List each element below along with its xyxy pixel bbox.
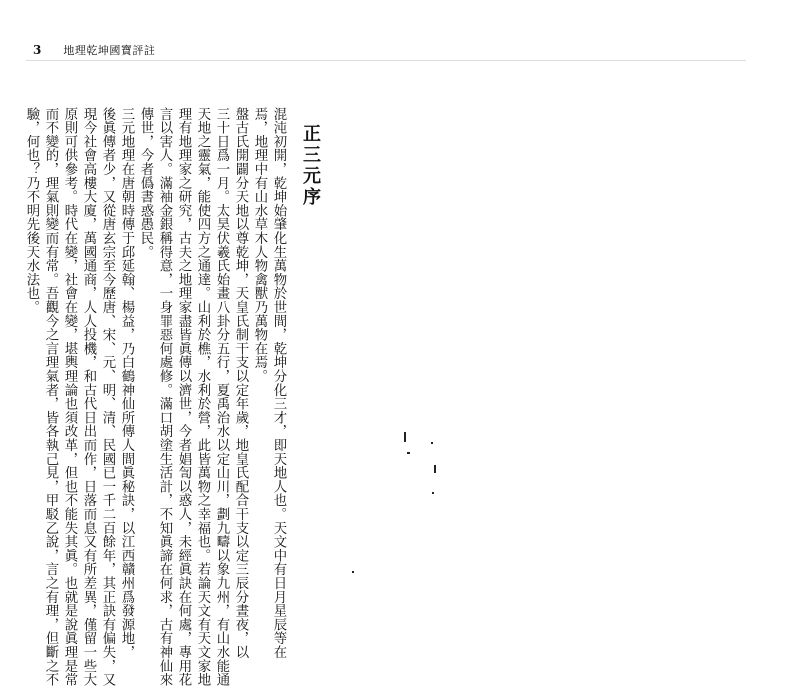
top-scan-shadow bbox=[26, 60, 746, 61]
text-column: 理有地理家之研究，古夫之地理家盡皆眞傳以濟世，今者娼訇以惑人，未經眞訣在何處，專用花 bbox=[176, 107, 191, 687]
text-column: 混沌初開，乾坤始肇化生萬物於世間，乾坤分化三才，即天地人也。天文中有日月星辰等在 bbox=[271, 107, 286, 659]
text-column: 盤古氏開闢分天地以尊乾坤，天皇氏制干支以定年歲，地皇氏配合干支以定三辰分晝夜，以 bbox=[233, 107, 248, 659]
text-column: 現今社會高樓大廈，萬國通商，人人投機，和古代日出而作，日落而息又有所差異，僅留一些大 bbox=[81, 107, 96, 687]
running-header bbox=[33, 42, 155, 58]
text-column: 天地之靈氣，能使四方之通達。山利於樵，水利於營，此皆萬物之幸福也。若論天文有天文家地 bbox=[195, 107, 210, 687]
scan-speck bbox=[431, 442, 433, 444]
scan-speck bbox=[407, 452, 410, 454]
text-column: 驗，何也？乃不明先後天水法也。 bbox=[24, 107, 39, 314]
text-column: 三元地理在唐朝時傳于邱延翰、楊益，乃白鶴神仙所傳人間眞秘訣，以江西贛州爲發源地， bbox=[119, 107, 134, 659]
text-column: 言以害人。滿袖金銀稱得意，一身罪惡何處修。滿口胡塗生活計，不知眞諦在何求，古有神仙來 bbox=[157, 107, 172, 687]
scan-speck bbox=[352, 571, 354, 573]
text-column: 而不變的，理氣則變而有常。吾觀今之言理氣者，皆各執己見，甲駁乙說，言之有理，但斷之不 bbox=[43, 107, 58, 687]
chapter-title: 正三元序 bbox=[300, 124, 321, 208]
scan-speck bbox=[432, 492, 434, 494]
scan-speck bbox=[404, 432, 406, 442]
text-column: 傳世，今者僞書惑愚民。 bbox=[138, 107, 153, 259]
text-column: 焉，地理中有山水草木人物禽獸乃萬物在焉。 bbox=[252, 107, 267, 383]
running-title: 地理乾坤國寶評註 bbox=[63, 44, 156, 57]
scan-speck bbox=[434, 465, 436, 473]
page-number: 3 bbox=[33, 43, 42, 57]
text-column: 三十日爲一月。太昊伏羲氏始畫八卦分五行，夏禹治水以定山川，劃九疇以象九州，有山水能通 bbox=[214, 107, 229, 687]
text-column: 後眞傳者少，又從唐玄宗至今歷唐、宋、元、明、清、民國已一千二百餘年，其正訣有偏失，又 bbox=[100, 107, 115, 687]
text-column: 原則可供參考。時代在變，社會在變，堪輿理論也須改革，但也不能失其眞。也就是說眞理是常 bbox=[62, 107, 77, 687]
